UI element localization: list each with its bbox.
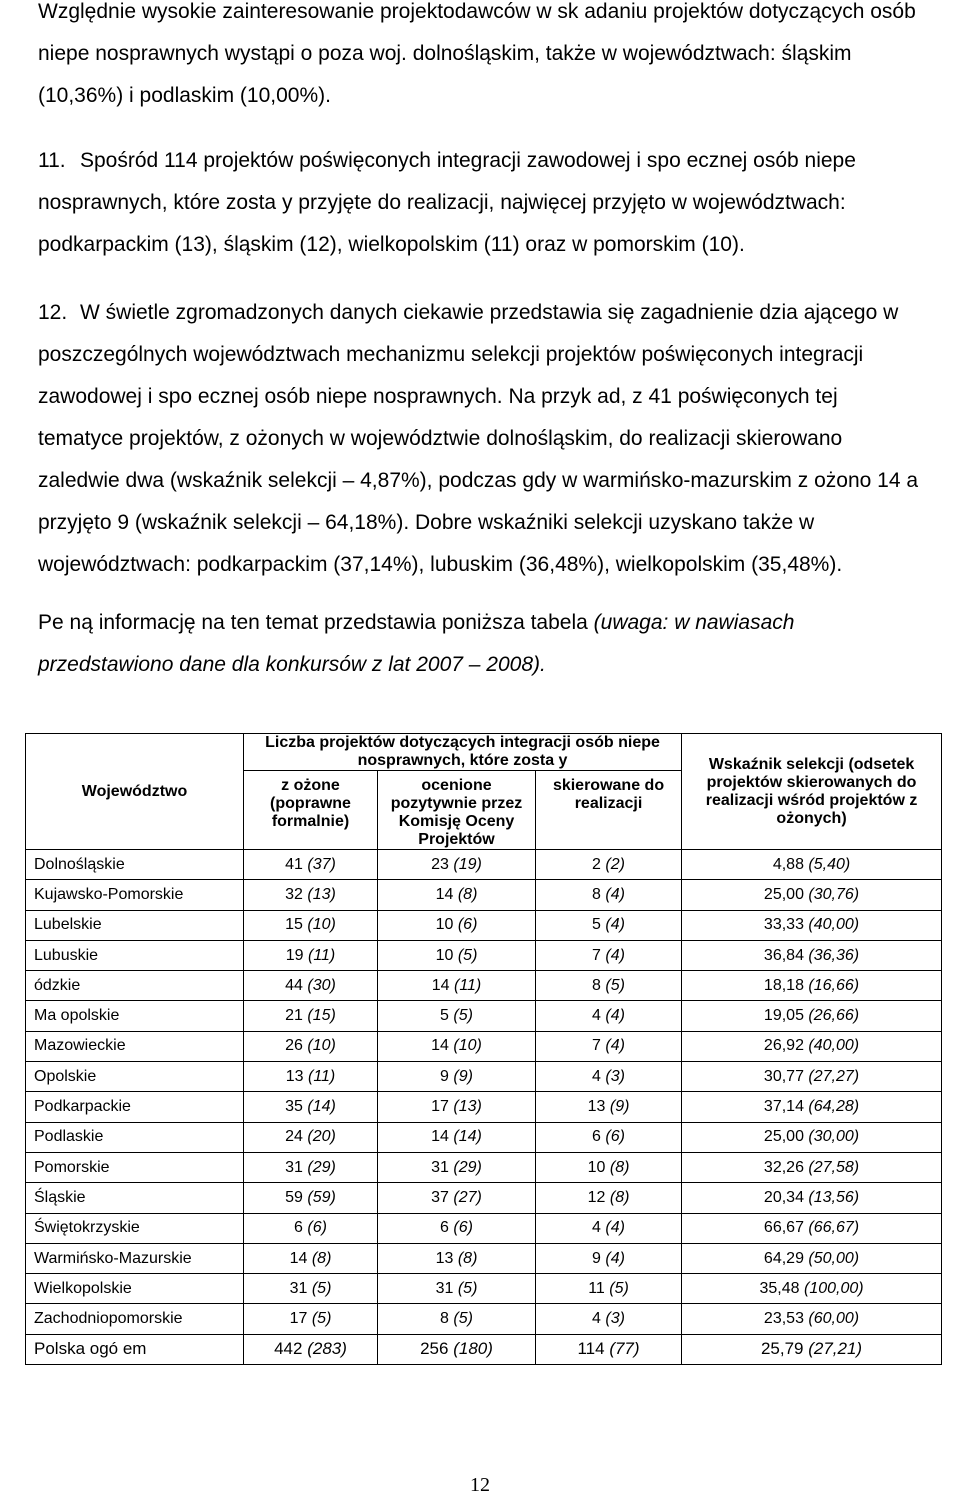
cell-approved-previous: (4) xyxy=(605,1219,625,1237)
cell-approved-previous: (77) xyxy=(609,1339,640,1359)
table-row xyxy=(26,1122,942,1152)
cell-approved-previous: (3) xyxy=(605,1067,625,1085)
cell-evaluated xyxy=(378,1092,536,1122)
cell-region xyxy=(26,1274,244,1304)
cell-submitted xyxy=(244,910,378,940)
cell-submitted xyxy=(244,1001,378,1031)
cell-evaluated-value: 9 xyxy=(440,1067,449,1085)
cell-region-value: Podkarpackie xyxy=(34,1098,131,1116)
cell-evaluated-value: 37 xyxy=(431,1188,449,1206)
cell-evaluated-previous: (29) xyxy=(453,1158,482,1176)
table-intro-note: (uwaga: w nawiasach przedstawiono dane dla konkursów z lat 2007 – 2008). xyxy=(38,611,795,676)
cell-approved xyxy=(536,940,682,970)
cell-evaluated-value: 8 xyxy=(440,1310,449,1328)
cell-submitted xyxy=(244,1183,378,1213)
cell-indicator-value: 4,88 xyxy=(772,855,804,873)
cell-submitted-value: 6 xyxy=(294,1219,303,1237)
cell-approved xyxy=(536,850,682,880)
cell-evaluated xyxy=(378,1274,536,1304)
cell-indicator-value: 37,14 xyxy=(763,1098,804,1116)
cell-evaluated-previous: (8) xyxy=(457,1249,478,1267)
cell-submitted-value: 59 xyxy=(285,1188,303,1206)
cell-indicator-value: 20,34 xyxy=(763,1188,804,1206)
cell-indicator-previous: (13,56) xyxy=(808,1188,860,1206)
cell-evaluated xyxy=(378,850,536,880)
cell-region xyxy=(26,1183,244,1213)
cell-submitted xyxy=(244,1122,378,1152)
cell-indicator-value: 64,29 xyxy=(763,1249,804,1267)
cell-indicator xyxy=(682,1122,942,1152)
cell-approved xyxy=(536,1304,682,1334)
cell-indicator xyxy=(682,1183,942,1213)
cell-evaluated-previous: (27) xyxy=(453,1188,482,1206)
cell-indicator-value: 25,00 xyxy=(763,1128,804,1146)
cell-evaluated-value: 31 xyxy=(431,1158,449,1176)
cell-evaluated-value: 23 xyxy=(431,855,449,873)
cell-evaluated-value: 13 xyxy=(435,1249,454,1267)
table-row xyxy=(26,971,942,1001)
cell-indicator xyxy=(682,910,942,940)
cell-approved xyxy=(536,1031,682,1061)
paragraph-12-number: 12. xyxy=(38,301,68,324)
cell-submitted xyxy=(244,940,378,970)
cell-evaluated xyxy=(378,1001,536,1031)
header-evaluated: ocenione pozytywnie przez Komisję Oceny Projektów xyxy=(378,771,536,850)
cell-evaluated-value: 5 xyxy=(440,1007,449,1025)
cell-evaluated xyxy=(378,1062,536,1092)
cell-submitted xyxy=(244,1031,378,1061)
cell-approved-value: 4 xyxy=(592,1067,601,1085)
cell-indicator xyxy=(682,971,942,1001)
cell-approved-previous: (4) xyxy=(605,885,625,903)
cell-approved-value: 4 xyxy=(592,1007,601,1025)
cell-indicator xyxy=(682,1001,942,1031)
cell-submitted xyxy=(244,1334,378,1364)
cell-evaluated-previous: (180) xyxy=(453,1339,493,1359)
cell-submitted-value: 41 xyxy=(285,855,303,873)
cell-submitted xyxy=(244,850,378,880)
cell-region-value: Lubuskie xyxy=(34,946,99,964)
cell-indicator xyxy=(682,940,942,970)
cell-evaluated-previous: (5) xyxy=(457,1279,478,1297)
cell-region-value: Pomorskie xyxy=(34,1158,110,1176)
cell-submitted-previous: (11) xyxy=(307,946,336,964)
table-row xyxy=(26,1062,942,1092)
cell-region-value: Opolskie xyxy=(34,1067,97,1085)
cell-indicator-value: 66,67 xyxy=(763,1219,804,1237)
cell-evaluated-value: 14 xyxy=(435,885,454,903)
cell-submitted-previous: (20) xyxy=(307,1128,336,1146)
cell-submitted-previous: (13) xyxy=(307,885,336,903)
cell-submitted-previous: (5) xyxy=(311,1279,332,1297)
header-approved: skierowane do realizacji xyxy=(536,771,682,850)
cell-submitted xyxy=(244,1213,378,1243)
cell-evaluated-previous: (5) xyxy=(453,1007,473,1025)
cell-evaluated-previous: (14) xyxy=(453,1128,482,1146)
table-row xyxy=(26,940,942,970)
table-row xyxy=(26,850,942,880)
cell-region xyxy=(26,1304,244,1334)
cell-indicator xyxy=(682,1092,942,1122)
cell-region xyxy=(26,1243,244,1273)
cell-evaluated-previous: (8) xyxy=(457,885,478,903)
cell-evaluated-value: 14 xyxy=(431,1128,449,1146)
table-row xyxy=(26,880,942,910)
cell-indicator-previous: (5,40) xyxy=(808,855,851,873)
selection-table xyxy=(25,733,942,1365)
cell-evaluated-previous: (9) xyxy=(453,1067,473,1085)
cell-region xyxy=(26,1092,244,1122)
cell-region xyxy=(26,850,244,880)
cell-approved-value: 7 xyxy=(592,946,601,964)
cell-approved xyxy=(536,1243,682,1273)
cell-submitted-value: 24 xyxy=(285,1128,303,1146)
cell-approved xyxy=(536,1092,682,1122)
cell-region-value: Lubelskie xyxy=(34,916,102,934)
cell-region-value: Mazowieckie xyxy=(34,1037,126,1055)
cell-indicator-previous: (30,76) xyxy=(808,885,860,903)
table-row xyxy=(26,1213,942,1243)
table-row xyxy=(26,1031,942,1061)
cell-submitted-previous: (8) xyxy=(311,1249,332,1267)
cell-indicator-previous: (40,00) xyxy=(808,1037,860,1055)
header-group: Liczba projektów dotyczących integracji osób niepe nosprawnych, które zosta y xyxy=(244,734,682,771)
table-row xyxy=(26,1274,942,1304)
cell-submitted-value: 35 xyxy=(285,1098,303,1116)
cell-evaluated xyxy=(378,1031,536,1061)
cell-submitted-previous: (6) xyxy=(307,1219,327,1237)
cell-indicator-previous: (64,28) xyxy=(808,1098,860,1116)
cell-submitted xyxy=(244,1092,378,1122)
cell-approved-value: 8 xyxy=(592,885,601,903)
cell-indicator xyxy=(682,1213,942,1243)
page-number: 12 xyxy=(470,1474,490,1496)
paragraph-11-number: 11. xyxy=(38,149,66,172)
cell-submitted-value: 26 xyxy=(285,1037,303,1055)
cell-approved-previous: (4) xyxy=(605,916,625,934)
cell-evaluated-value: 14 xyxy=(431,976,450,994)
cell-submitted-value: 44 xyxy=(285,976,303,994)
cell-evaluated-previous: (19) xyxy=(453,855,482,873)
cell-evaluated-previous: (5) xyxy=(457,946,478,964)
cell-approved-value: 6 xyxy=(592,1128,601,1146)
cell-evaluated-previous: (11) xyxy=(453,976,482,994)
cell-evaluated xyxy=(378,971,536,1001)
cell-indicator xyxy=(682,1243,942,1273)
cell-submitted-value: 32 xyxy=(285,885,303,903)
cell-approved xyxy=(536,1122,682,1152)
cell-indicator-value: 35,48 xyxy=(759,1279,800,1297)
cell-approved-value: 7 xyxy=(592,1037,601,1055)
paragraph-12-text: W świetle zgromadzonych danych ciekawie przedstawia się zagadnienie dzia ającego w poszczególnych województwach mechanizmu selekcji projektów poświęconych integracji zawodowej i spo ecznej osób niepe nosprawnych. Na przyk ad, z 41 poświęconych tej tematyce projektów, z ożonych w województwie dolnośląskim, do realizacji skierowano zaledwie dwa (wskaźnik selekcji – 4,87%), podczas gdy w warmińsko-mazurskim z ożono 14 a przyjęto 9 (wskaźnik selekcji – 64,18%). Dobre wskaźniki selekcji uzyskano także w województwach: podkarpackim (37,14%), lubuskim (36,48%), wielkopolskim (35,48%). xyxy=(38,301,919,576)
cell-region xyxy=(26,910,244,940)
cell-evaluated xyxy=(378,880,536,910)
cell-evaluated-value: 17 xyxy=(431,1098,449,1116)
cell-region-value: Podlaskie xyxy=(34,1128,104,1146)
cell-approved xyxy=(536,971,682,1001)
cell-region-value: Dolnośląskie xyxy=(34,855,125,873)
cell-evaluated xyxy=(378,940,536,970)
cell-region xyxy=(26,1062,244,1092)
cell-submitted-previous: (5) xyxy=(311,1310,332,1328)
cell-approved-value: 2 xyxy=(592,855,601,873)
table-row xyxy=(26,1092,942,1122)
cell-submitted-previous: (37) xyxy=(307,855,336,873)
cell-approved-previous: (9) xyxy=(609,1098,630,1116)
cell-evaluated xyxy=(378,1304,536,1334)
cell-submitted-value: 15 xyxy=(285,916,303,934)
cell-indicator-value: 18,18 xyxy=(763,976,804,994)
cell-submitted-previous: (11) xyxy=(307,1067,336,1085)
cell-evaluated xyxy=(378,1243,536,1273)
cell-approved-previous: (4) xyxy=(605,946,625,964)
cell-approved xyxy=(536,1062,682,1092)
cell-indicator-previous: (100,00) xyxy=(803,1279,864,1297)
cell-evaluated-previous: (6) xyxy=(457,916,478,934)
cell-approved-value: 114 xyxy=(577,1339,605,1359)
cell-evaluated-previous: (6) xyxy=(453,1219,473,1237)
cell-submitted-value: 14 xyxy=(289,1249,308,1267)
cell-indicator-previous: (66,67) xyxy=(808,1219,860,1237)
cell-approved-previous: (6) xyxy=(605,1128,625,1146)
cell-submitted-previous: (59) xyxy=(307,1188,336,1206)
cell-region xyxy=(26,880,244,910)
cell-submitted-previous: (283) xyxy=(307,1339,347,1359)
cell-region xyxy=(26,1001,244,1031)
cell-approved-value: 12 xyxy=(587,1188,606,1206)
cell-submitted xyxy=(244,1152,378,1182)
cell-evaluated-value: 31 xyxy=(435,1279,454,1297)
cell-indicator-previous: (27,27) xyxy=(808,1067,860,1085)
cell-submitted xyxy=(244,1304,378,1334)
cell-indicator-value: 26,92 xyxy=(763,1037,804,1055)
cell-region-value: Kujawsko-Pomorskie xyxy=(34,885,184,903)
cell-approved xyxy=(536,1213,682,1243)
cell-approved-previous: (4) xyxy=(605,1007,625,1025)
cell-approved-previous: (4) xyxy=(605,1249,625,1267)
cell-evaluated-value: 10 xyxy=(435,916,454,934)
cell-region xyxy=(26,940,244,970)
cell-submitted-previous: (30) xyxy=(307,976,336,994)
cell-submitted xyxy=(244,1274,378,1304)
cell-approved xyxy=(536,1152,682,1182)
cell-approved-previous: (3) xyxy=(605,1310,625,1328)
cell-region-value: Ma opolskie xyxy=(34,1007,120,1025)
cell-submitted-value: 442 xyxy=(274,1339,303,1359)
cell-indicator xyxy=(682,1062,942,1092)
cell-approved-value: 4 xyxy=(592,1219,601,1237)
cell-submitted xyxy=(244,971,378,1001)
cell-indicator-previous: (40,00) xyxy=(808,916,860,934)
cell-approved xyxy=(536,1001,682,1031)
cell-approved-value: 10 xyxy=(587,1158,606,1176)
cell-evaluated xyxy=(378,1152,536,1182)
cell-approved-previous: (8) xyxy=(609,1188,630,1206)
cell-indicator-value: 36,84 xyxy=(763,946,804,964)
cell-indicator-previous: (50,00) xyxy=(808,1249,860,1267)
cell-approved-previous: (5) xyxy=(609,1279,629,1297)
paragraph-11-text: Spośród 114 projektów poświęconych integracji zawodowej i spo ecznej osób niepe nosprawnych, które zosta y przyjęte do realizacji, najwięcej przyjęto w województwach: podkarpackim (13), śląskim (12), wielkopolskim (11) oraz w pomorskim (10). xyxy=(38,149,856,256)
cell-submitted-value: 17 xyxy=(289,1310,308,1328)
cell-indicator-previous: (27,58) xyxy=(808,1158,860,1176)
cell-submitted-previous: (10) xyxy=(307,1037,336,1055)
cell-approved-previous: (4) xyxy=(605,1037,625,1055)
cell-submitted-value: 19 xyxy=(285,946,304,964)
cell-submitted-previous: (29) xyxy=(307,1158,336,1176)
table-intro-text: Pe ną informację na ten temat przedstawia poniższa tabela xyxy=(38,611,594,634)
cell-indicator-value: 30,77 xyxy=(763,1067,804,1085)
cell-submitted xyxy=(244,1243,378,1273)
cell-approved-previous: (8) xyxy=(609,1158,630,1176)
cell-evaluated xyxy=(378,910,536,940)
cell-evaluated-previous: (5) xyxy=(453,1310,473,1328)
cell-evaluated xyxy=(378,1183,536,1213)
cell-submitted-value: 31 xyxy=(289,1279,308,1297)
cell-indicator-value: 32,26 xyxy=(763,1158,804,1176)
table-row xyxy=(26,1243,942,1273)
cell-evaluated xyxy=(378,1213,536,1243)
cell-approved-value: 8 xyxy=(592,976,601,994)
cell-indicator xyxy=(682,880,942,910)
cell-submitted-previous: (15) xyxy=(307,1007,336,1025)
cell-submitted xyxy=(244,880,378,910)
cell-indicator-value: 19,05 xyxy=(763,1007,804,1025)
cell-submitted-value: 13 xyxy=(285,1067,304,1085)
header-submitted: z ożone (poprawne formalnie) xyxy=(244,771,378,850)
intro-paragraph: Względnie wysokie zainteresowanie projektodawców w sk adaniu projektów dotyczących osób niepe nosprawnych wystąpi o poza woj. dolnośląskim, także w województwach: śląskim (10,36%) i podlaskim (10,00%). xyxy=(38,0,916,107)
cell-region-value: Śląskie xyxy=(34,1188,86,1206)
cell-submitted-previous: (14) xyxy=(307,1098,336,1116)
cell-submitted-previous: (10) xyxy=(307,916,336,934)
cell-submitted-value: 21 xyxy=(285,1007,303,1025)
cell-approved xyxy=(536,1274,682,1304)
header-region: Województwo xyxy=(26,734,244,850)
table-row xyxy=(26,1001,942,1031)
cell-approved-previous: (5) xyxy=(605,976,625,994)
cell-region xyxy=(26,1122,244,1152)
cell-indicator-previous: (26,66) xyxy=(808,1007,860,1025)
cell-indicator-value: 23,53 xyxy=(763,1310,804,1328)
cell-region xyxy=(26,1152,244,1182)
cell-approved xyxy=(536,1334,682,1364)
cell-region-value: Świętokrzyskie xyxy=(34,1219,140,1237)
cell-evaluated xyxy=(378,1122,536,1152)
cell-region-value: Polska ogó em xyxy=(34,1339,147,1359)
cell-evaluated-value: 10 xyxy=(435,946,454,964)
table-row xyxy=(26,1152,942,1182)
cell-approved xyxy=(536,1183,682,1213)
cell-submitted xyxy=(244,1062,378,1092)
cell-approved xyxy=(536,910,682,940)
cell-approved xyxy=(536,880,682,910)
cell-indicator xyxy=(682,850,942,880)
cell-region xyxy=(26,1031,244,1061)
cell-approved-value: 11 xyxy=(588,1279,605,1297)
table-row xyxy=(26,1183,942,1213)
cell-indicator xyxy=(682,1152,942,1182)
cell-evaluated-value: 6 xyxy=(440,1219,449,1237)
cell-evaluated-value: 256 xyxy=(420,1339,449,1359)
cell-region-value: ódzkie xyxy=(34,976,81,994)
header-indicator: Wskaźnik selekcji (odsetek projektów skierowanych do realizacji wśród projektów z ożonych) xyxy=(682,734,942,850)
cell-indicator-previous: (60,00) xyxy=(808,1310,860,1328)
cell-submitted-value: 31 xyxy=(285,1158,303,1176)
cell-evaluated-previous: (13) xyxy=(453,1098,482,1116)
cell-indicator xyxy=(682,1334,942,1364)
cell-region-value: Zachodniopomorskie xyxy=(34,1310,183,1328)
cell-region xyxy=(26,1334,244,1364)
table-intro-paragraph xyxy=(38,602,920,686)
cell-approved-value: 9 xyxy=(592,1249,601,1267)
cell-indicator xyxy=(682,1031,942,1061)
cell-indicator-previous: (30,00) xyxy=(808,1128,860,1146)
table-row xyxy=(26,1304,942,1334)
cell-evaluated-value: 14 xyxy=(431,1037,449,1055)
cell-region xyxy=(26,971,244,1001)
cell-evaluated xyxy=(378,1334,536,1364)
cell-region-value: Wielkopolskie xyxy=(34,1279,132,1297)
cell-indicator-previous: (36,36) xyxy=(808,946,860,964)
cell-indicator-previous: (16,66) xyxy=(808,976,860,994)
table-row xyxy=(26,910,942,940)
paragraph-12 xyxy=(38,292,920,586)
cell-region xyxy=(26,1213,244,1243)
cell-indicator-previous: (27,21) xyxy=(808,1339,863,1359)
paragraph-11 xyxy=(38,140,920,266)
cell-indicator-value: 25,00 xyxy=(763,885,804,903)
cell-indicator-value: 25,79 xyxy=(760,1339,804,1359)
table-total-row xyxy=(26,1334,942,1364)
cell-indicator-value: 33,33 xyxy=(763,916,804,934)
cell-approved-value: 5 xyxy=(592,916,601,934)
cell-evaluated-previous: (10) xyxy=(453,1037,482,1055)
cell-indicator xyxy=(682,1304,942,1334)
cell-approved-previous: (2) xyxy=(605,855,625,873)
cell-region-value: Warmińsko-Mazurskie xyxy=(34,1249,192,1267)
cell-approved-value: 13 xyxy=(587,1098,606,1116)
cell-approved-value: 4 xyxy=(592,1310,601,1328)
cell-indicator xyxy=(682,1274,942,1304)
